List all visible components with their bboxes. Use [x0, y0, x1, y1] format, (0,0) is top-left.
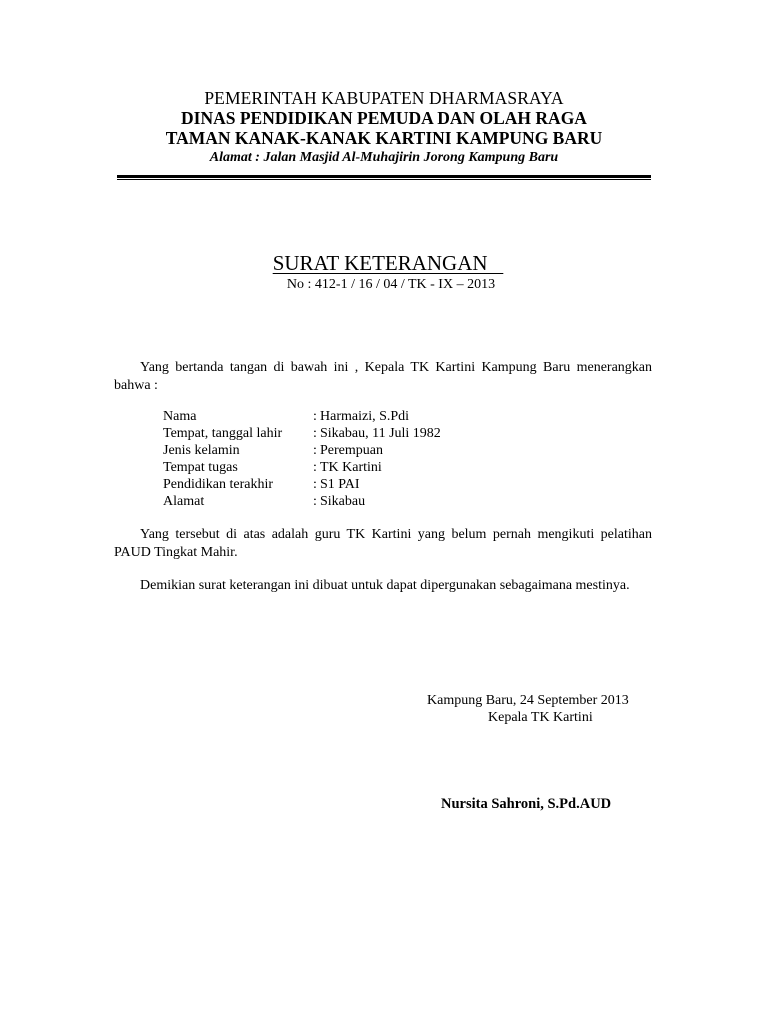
detail-label: Tempat tugas	[163, 460, 238, 475]
detail-row-nama	[163, 408, 441, 425]
detail-row-education	[163, 476, 441, 493]
detail-row-gender	[163, 442, 441, 459]
letterhead-divider-thick	[117, 175, 651, 178]
detail-separator: :	[313, 460, 317, 475]
detail-value: TK Kartini	[320, 460, 382, 475]
detail-label: Tempat, tanggal lahir	[163, 426, 283, 441]
detail-row-address	[163, 493, 441, 510]
document-title: SURAT KETERANGAN	[272, 251, 504, 275]
detail-separator: :	[313, 409, 317, 424]
letterhead-divider-thin	[117, 179, 651, 180]
detail-value: Harmaizi, S.Pdi	[320, 409, 410, 424]
department-name: DINAS PENDIDIKAN PEMUDA DAN OLAH RAGA	[181, 108, 587, 128]
title-block	[0, 251, 768, 293]
statement-paragraph: Yang tersebut di atas adalah guru TK Kartini yang belum pernah mengikuti pelatihan PAUD Tingkat Mahir.	[114, 527, 652, 560]
detail-separator: :	[313, 477, 317, 492]
detail-separator: :	[313, 443, 317, 458]
detail-value: Sikabau	[320, 494, 366, 509]
detail-value: S1 PAI	[320, 477, 360, 492]
school-address: Alamat : Jalan Masjid Al-Muhajirin Jorong Kampung Baru	[209, 150, 559, 165]
government-name: PEMERINTAH KABUPATEN DHARMASRAYA	[204, 88, 564, 108]
signature-place-date: Kampung Baru, 24 September 2013	[427, 693, 629, 708]
signature-block	[400, 692, 660, 726]
detail-label: Pendidikan terakhir	[163, 477, 274, 492]
detail-label: Alamat	[163, 494, 205, 509]
document-number: No : 412-1 / 16 / 04 / TK - IX – 2013	[286, 277, 496, 292]
school-name: TAMAN KANAK-KANAK KARTINI KAMPUNG BARU	[165, 128, 603, 148]
detail-separator: :	[313, 494, 317, 509]
detail-label: Nama	[163, 409, 197, 424]
intro-paragraph: Yang bertanda tangan di bawah ini , Kepala TK Kartini Kampung Baru menerangkan bahwa :	[114, 360, 652, 393]
letterhead	[117, 88, 651, 166]
detail-row-birth	[163, 425, 441, 442]
signatory-name: Nursita Sahroni, S.Pd.AUD	[441, 796, 612, 812]
closing-paragraph: Demikian surat keterangan ini dibuat untuk dapat dipergunakan sebagaimana mestinya.	[140, 578, 630, 593]
signature-role: Kepala TK Kartini	[488, 710, 593, 725]
detail-separator: :	[313, 426, 317, 441]
detail-label: Jenis kelamin	[163, 443, 240, 458]
details-table	[163, 408, 441, 510]
detail-value: Perempuan	[320, 443, 383, 458]
detail-row-workplace	[163, 459, 441, 476]
detail-value: Sikabau, 11 Juli 1982	[320, 426, 441, 441]
